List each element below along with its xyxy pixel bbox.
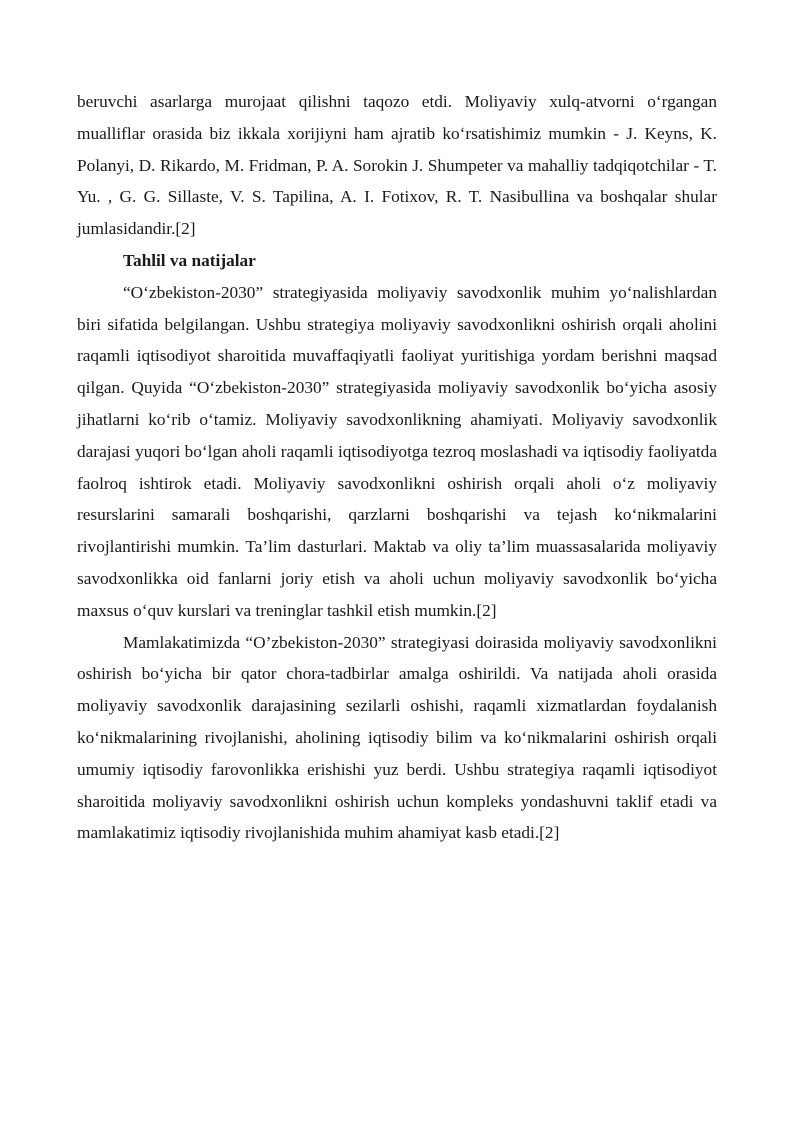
document-body bbox=[77, 86, 717, 849]
section-heading: Tahlil va natijalar bbox=[123, 250, 256, 270]
paragraph-strategy-overview: “O‘zbekiston-2030” strategiyasida moliyaviy savodxonlik muhim yo‘nalishlardan biri sifatida belgilangan. Ushbu strategiya moliyaviy savodxonlikni oshirish orqali aholini raqamli iqtisodiyot sharoitida muvaffaqiyatli faoliyat yuritishiga yordam berishni maqsad qilgan. Quyida “O‘zbekiston-2030” strategiyasida moliyaviy savodxonlik bo‘yicha asosiy jihatlarni ko‘rib o‘tamiz. Moliyaviy savodxonlikning ahamiyati. Moliyaviy savodxonlik darajasi yuqori bo‘lgan aholi raqamli iqtisodiyotga tezroq moslashadi va iqtisodiy faoliyatda faolroq ishtirok etadi. Moliyaviy savodxonlikni oshirish orqali aholi o‘z moliyaviy resurslarini samarali boshqarishi, qarzlarni boshqarishi va tejash ko‘nikmalarini rivojlantirishi mumkin. Ta’lim dasturlari. Maktab va oliy ta’lim muassasalarida moliyaviy savodxonlikka oid fanlarni joriy etish va aholi uchun moliyaviy savodxonlik bo‘yicha maxsus o‘quv kurslari va treninglar tashkil etish mumkin.[2] bbox=[77, 282, 717, 620]
paragraph-strategy-results: Mamlakatimizda “O’zbekiston-2030” strategiyasi doirasida moliyaviy savodxonlikni oshirish bo‘yicha bir qator chora-tadbirlar amalga oshirildi. Va natijada aholi orasida moliyaviy savodxonlik darajasining sezilarli oshishi, raqamli xizmatlardan foydalanish ko‘nikmalarining rivojlanishi, aholining iqtisodiy bilim va ko‘nikmalarini oshirish orqali umumiy iqtisodiy farovonlikka erishishi yuz berdi. Ushbu strategiya raqamli iqtisodiyot sharoitida moliyaviy savodxonlikni oshirish uchun kompleks yondashuvni taklif etadi va mamlakatimiz iqtisodiy rivojlanishida muhim ahamiyat kasb etadi.[2] bbox=[77, 632, 717, 843]
paragraph-continuation: beruvchi asarlarga murojaat qilishni taqozo etdi. Moliyaviy xulq-atvorni o‘rgangan mualliflar orasida biz ikkala xorijiyni ham ajratib ko‘rsatishimiz mumkin - J. Keyns, K. Polanyi, D. Rikardo, M. Fridman, P. A. Sorokin J. Shumpeter va mahalliy tadqiqotchilar - T. Yu. , G. G. Sillaste, V. S. Tapilina, A. I. Fotixov, R. T. Nasibullina va boshqalar shular jumlasidandir.[2] bbox=[77, 92, 717, 239]
